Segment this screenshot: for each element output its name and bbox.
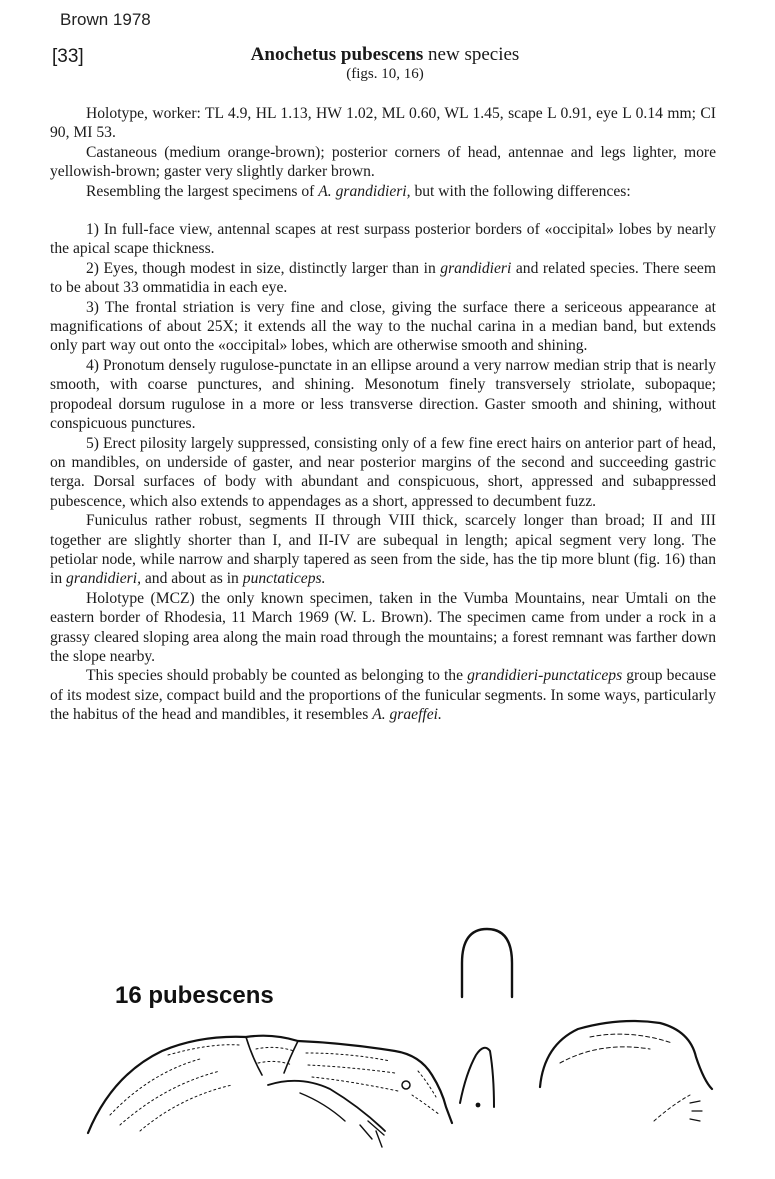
species-status: new species xyxy=(428,44,520,65)
page-header-label: Brown 1978 xyxy=(60,10,151,29)
taxon-name: grandidieri-punctaticeps xyxy=(467,667,623,685)
difference-5: 5) Erect pilosity largely suppressed, consisting only of a few fine erect hairs on anterior part of head, on mandibles, on underside of gaster, and near posterior margins of the second and succeeding gastric terga. Dorsal surfaces of body with abundant and conspicuous, short, appressed and subappressed pubescence, which also extends to appendages as a short, appressed to decumbent fuzz. xyxy=(50,434,716,510)
comparison-text: Resembling the largest specimens of xyxy=(86,182,319,200)
difference-2-text-end: and related species. There seem to be about 33 ommatidia in each eye. xyxy=(50,259,716,297)
coloration-paragraph: Castaneous (medium orange-brown); posterior corners of head, antennae and legs lighter, more yellowish-brown; gaster very slightly darker brown. xyxy=(50,143,716,181)
group-text-mid: group because of its modest size, compact build and the proportions of the funicular segments. In some ways, particularly the habitus of the head and mandibles, it resembles xyxy=(50,667,717,724)
comparison-text-end: but with the following differences: xyxy=(410,182,631,200)
group-text: This species should probably be counted as belonging to the xyxy=(86,667,468,685)
difference-2-text: 2) Eyes, though modest in size, distinctly larger than in xyxy=(86,259,441,277)
mesosoma-underside xyxy=(268,1081,385,1131)
taxon-name: punctaticeps. xyxy=(242,570,326,588)
figure-reference: (figs. 10, 16) xyxy=(346,66,424,82)
mesonotal-suture xyxy=(246,1037,262,1075)
figure-label: 16 pubescens xyxy=(115,982,274,1009)
difference-3: 3) The frontal striation is very fine and close, giving the surface there a sericeous appearance at magnifications of about 25X; it extends all the way to the nuchal carina in a median band, but extends only part way out onto the «occipital» lobes, which are otherwise smooth and shining. xyxy=(50,298,716,355)
species-number: [33] xyxy=(52,46,84,67)
taxon-name: grandidieri, xyxy=(66,570,141,588)
difference-1: 1) In full-face view, antennal scapes at rest surpass posterior borders of «occipital» lobes by nearly the apical scape thickness. xyxy=(50,221,716,258)
comparison-paragraph xyxy=(50,182,716,201)
propodeal-suture xyxy=(284,1041,298,1073)
gaster-hairs xyxy=(690,1101,702,1121)
species-group-paragraph xyxy=(50,666,716,724)
petiolar-node-outline xyxy=(462,929,512,997)
leg-fragment xyxy=(360,1121,384,1147)
taxon-name: A. graeffei. xyxy=(372,706,442,724)
funiculus-paragraph xyxy=(50,511,716,589)
difference-4: 4) Pronotum densely rugulose-punctate in an ellipse around a very narrow median strip that is nearly smooth, with coarse punctures, and shining. Mesonotum finely transversely striolate, subopaque; propodeal dorsum rugulose in a more or less transverse direction. Gaster smooth and shining, without conspicuous punctures. xyxy=(50,356,716,433)
petiole-point xyxy=(476,1103,481,1108)
ant-profile-drawing xyxy=(0,925,775,1179)
species-description xyxy=(50,104,716,725)
taxon-name: A. grandidieri, xyxy=(318,182,411,200)
petiole-outline xyxy=(460,1048,494,1107)
sculpture-stipple xyxy=(110,1045,440,1131)
propodeal-spiracle xyxy=(402,1081,410,1089)
funiculus-text-mid: and about as in xyxy=(140,570,243,588)
funiculus-text: Funiculus rather robust, segments II through VIII thick, scarcely longer than broad; II and III together are slightly shorter than I, and II-IV are subequal in length; apical segment very long. The petiolar node, while narrow and sharply tapered as seen from the side, has the tip more blunt (fig. 16) than in xyxy=(50,512,716,588)
holotype-measurements: Holotype, worker: TL 4.9, HL 1.13, HW 1.02, ML 0.60, WL 1.45, scape L 0.91, eye L 0.14 mm; CI 90, MI 53. xyxy=(50,105,716,142)
difference-2 xyxy=(50,259,716,298)
holotype-locality-paragraph: Holotype (MCZ) the only known specimen, taken in the Vumba Mountains, near Umtali on the eastern border of Rhodesia, 11 March 1969 (W. L. Brown). The specimen came from under a rock in a grassy cleared sloping area along the main road through the mountains; a forest remnant was farther down the slope nearby. xyxy=(50,589,716,665)
gaster-outline xyxy=(540,1021,712,1089)
taxon-name: grandidieri xyxy=(440,259,512,277)
species-title xyxy=(200,44,570,66)
species-name: Anochetus pubescens xyxy=(250,44,424,65)
